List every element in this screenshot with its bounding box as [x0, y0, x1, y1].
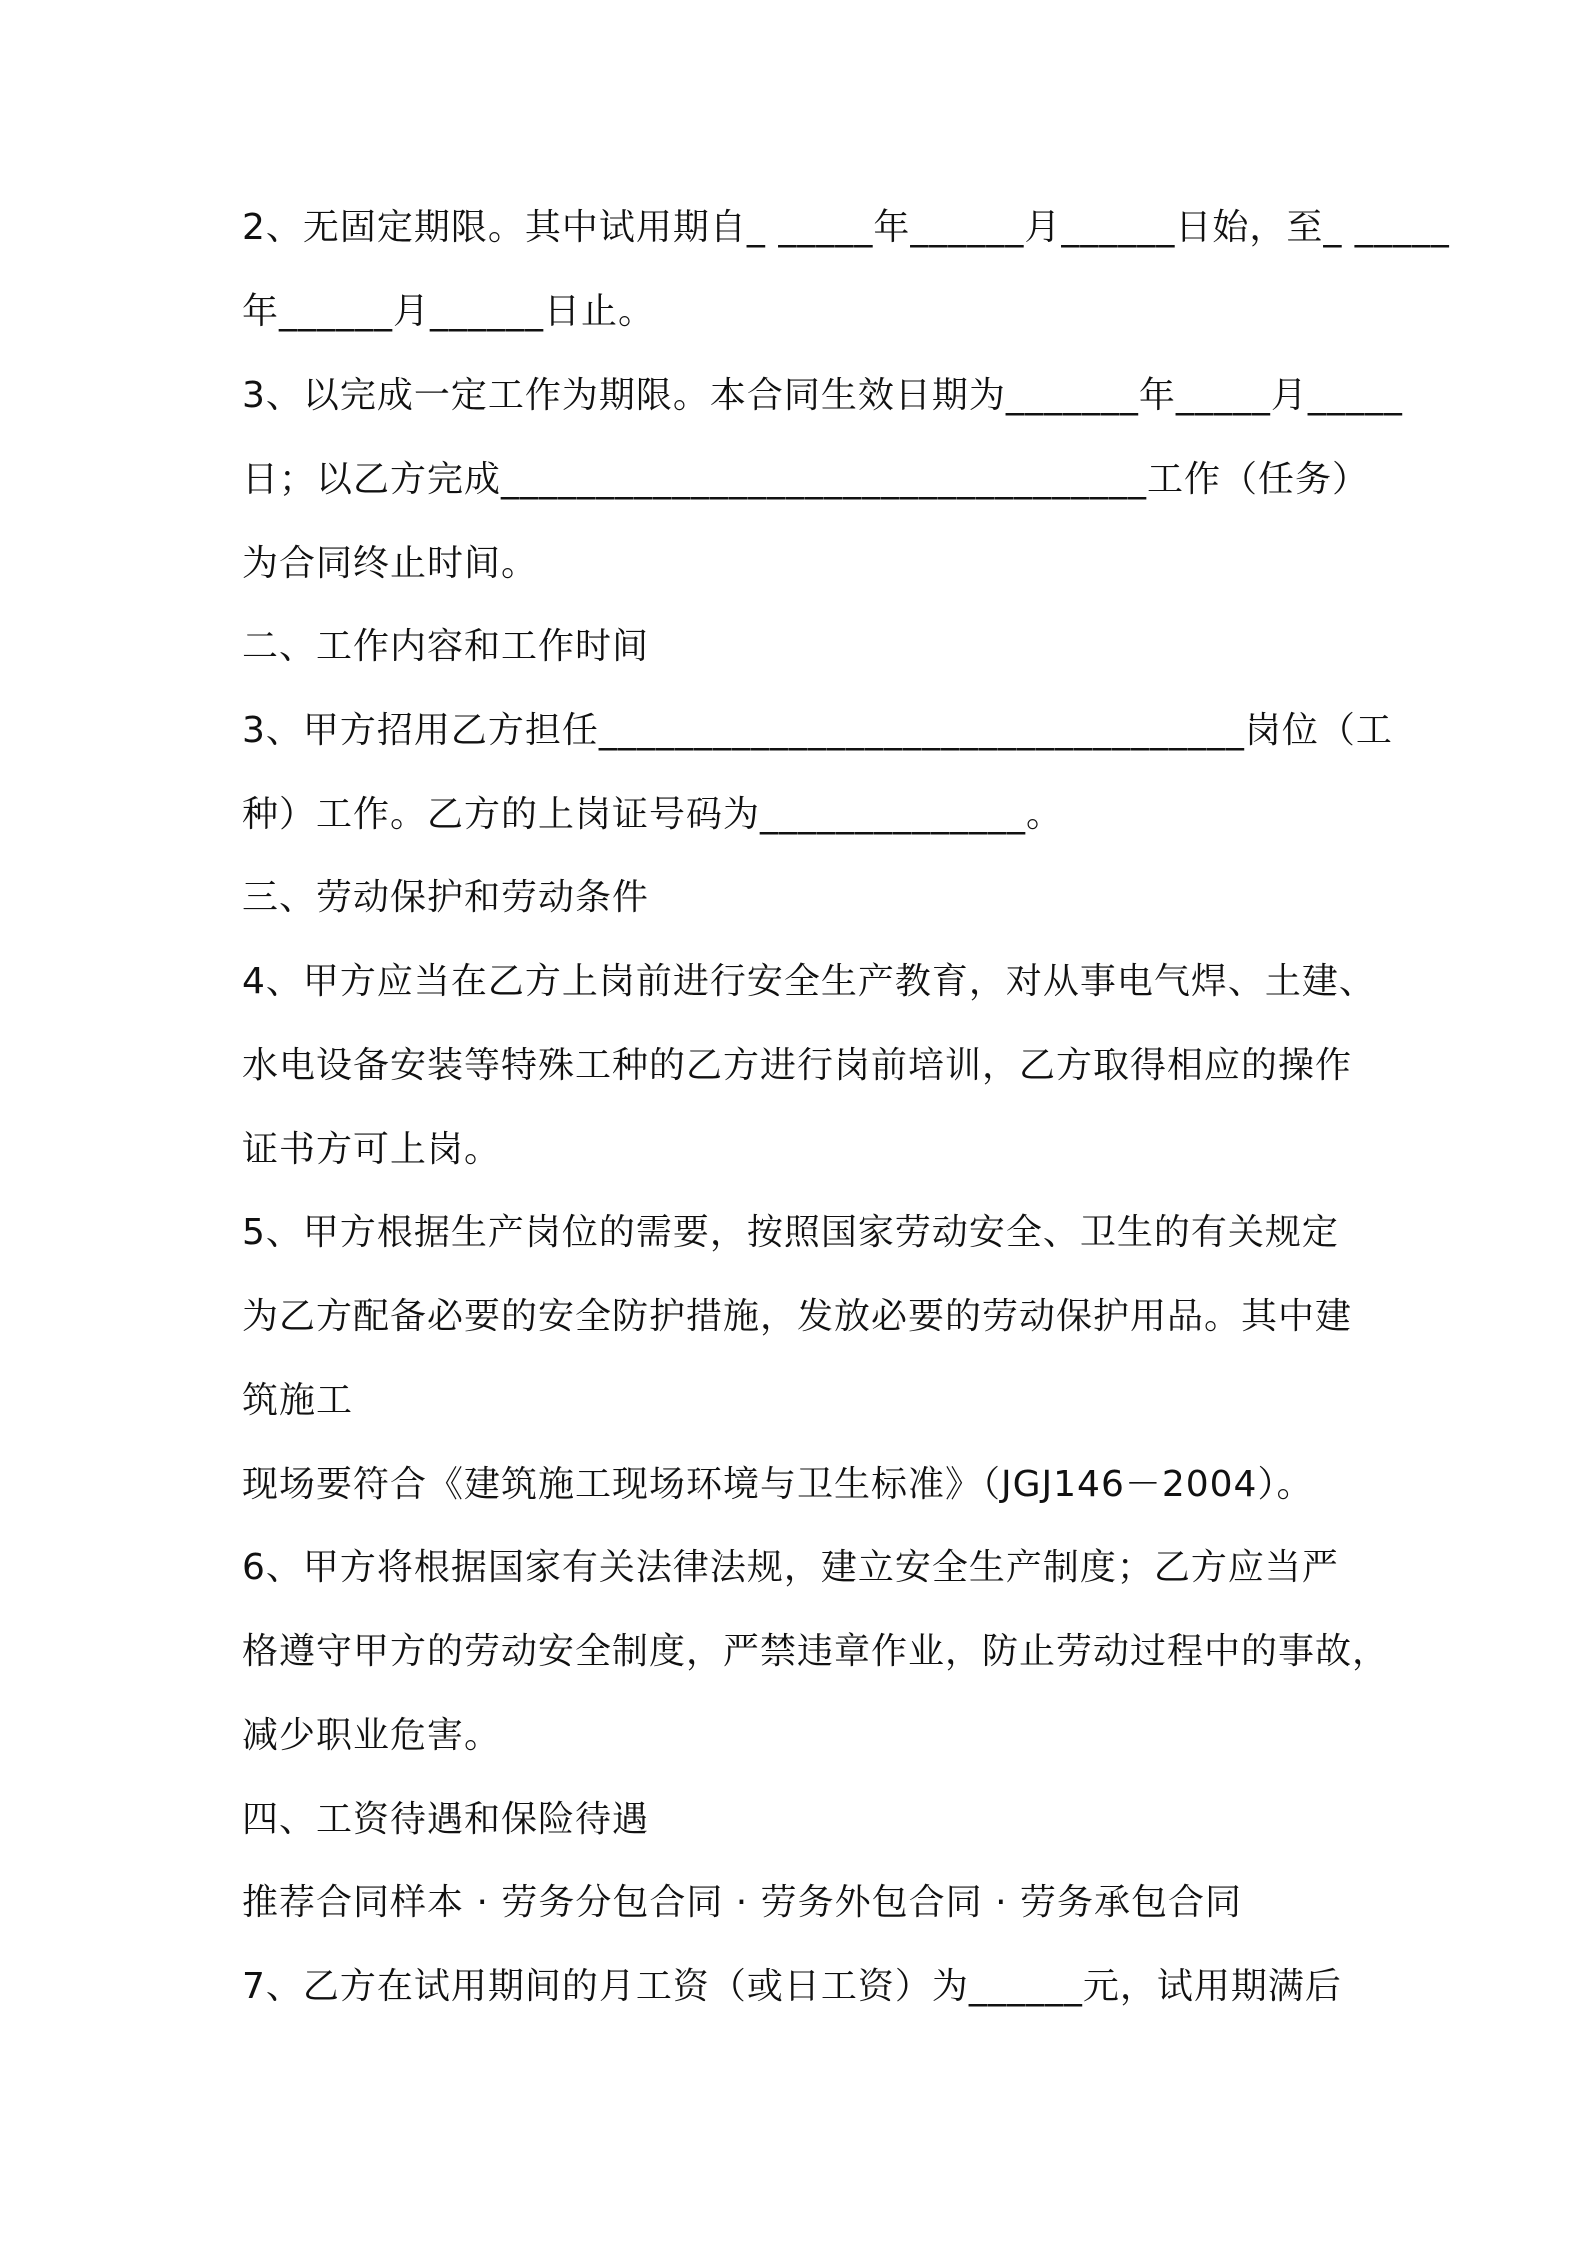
text-line: 水电设备安装等特殊工种的乙方进行岗前培训，乙方取得相应的操作 — [242, 1045, 1353, 1086]
text-line: 7、乙方在试用期间的月工资（或日工资）为______元，试用期满后 — [242, 1966, 1342, 2007]
text-line: 种）工作。乙方的上岗证号码为______________。 — [242, 794, 1064, 835]
text-line: 现场要符合《建筑施工现场环境与卫生标准》（JGJ146－2004）。 — [242, 1464, 1314, 1505]
text-line: 减少职业危害。 — [242, 1715, 502, 1756]
text-line: 5、甲方根据生产岗位的需要，按照国家劳动安全、卫生的有关规定 — [242, 1212, 1339, 1253]
text-line: 2、无固定期限。其中试用期自_ _____年______月______日始，至_ _____ — [242, 207, 1450, 248]
text-line: 3、以完成一定工作为期限。本合同生效日期为_______年_____月_____ — [242, 375, 1403, 416]
text-line: 年______月______日止。 — [242, 291, 656, 332]
text-line: 4、甲方应当在乙方上岗前进行安全生产教育，对从事电气焊、土建、 — [242, 961, 1376, 1002]
recommended-contracts-line: 推荐合同样本 · 劳务分包合同 · 劳务外包合同 · 劳务承包合同 — [242, 1882, 1242, 1923]
text-line: 证书方可上岗。 — [242, 1129, 502, 1170]
text-line: 3、甲方招用乙方担任__________________________________岗位（工 — [242, 710, 1393, 751]
text-line: 筑施工 — [242, 1380, 354, 1421]
section-heading: 二、工作内容和工作时间 — [242, 626, 650, 667]
text-line: 格遵守甲方的劳动安全制度，严禁违章作业，防止劳动过程中的事故， — [242, 1631, 1390, 1672]
text-line: 日；以乙方完成__________________________________工作（任务） — [242, 459, 1370, 500]
text-line: 为乙方配备必要的安全防护措施，发放必要的劳动保护用品。其中建 — [242, 1296, 1353, 1337]
section-heading: 三、劳动保护和劳动条件 — [242, 877, 650, 918]
text-line: 为合同终止时间。 — [242, 543, 539, 584]
text-line: 6、甲方将根据国家有关法律法规，建立安全生产制度；乙方应当严 — [242, 1547, 1339, 1588]
section-heading: 四、工资待遇和保险待遇 — [242, 1799, 650, 1840]
